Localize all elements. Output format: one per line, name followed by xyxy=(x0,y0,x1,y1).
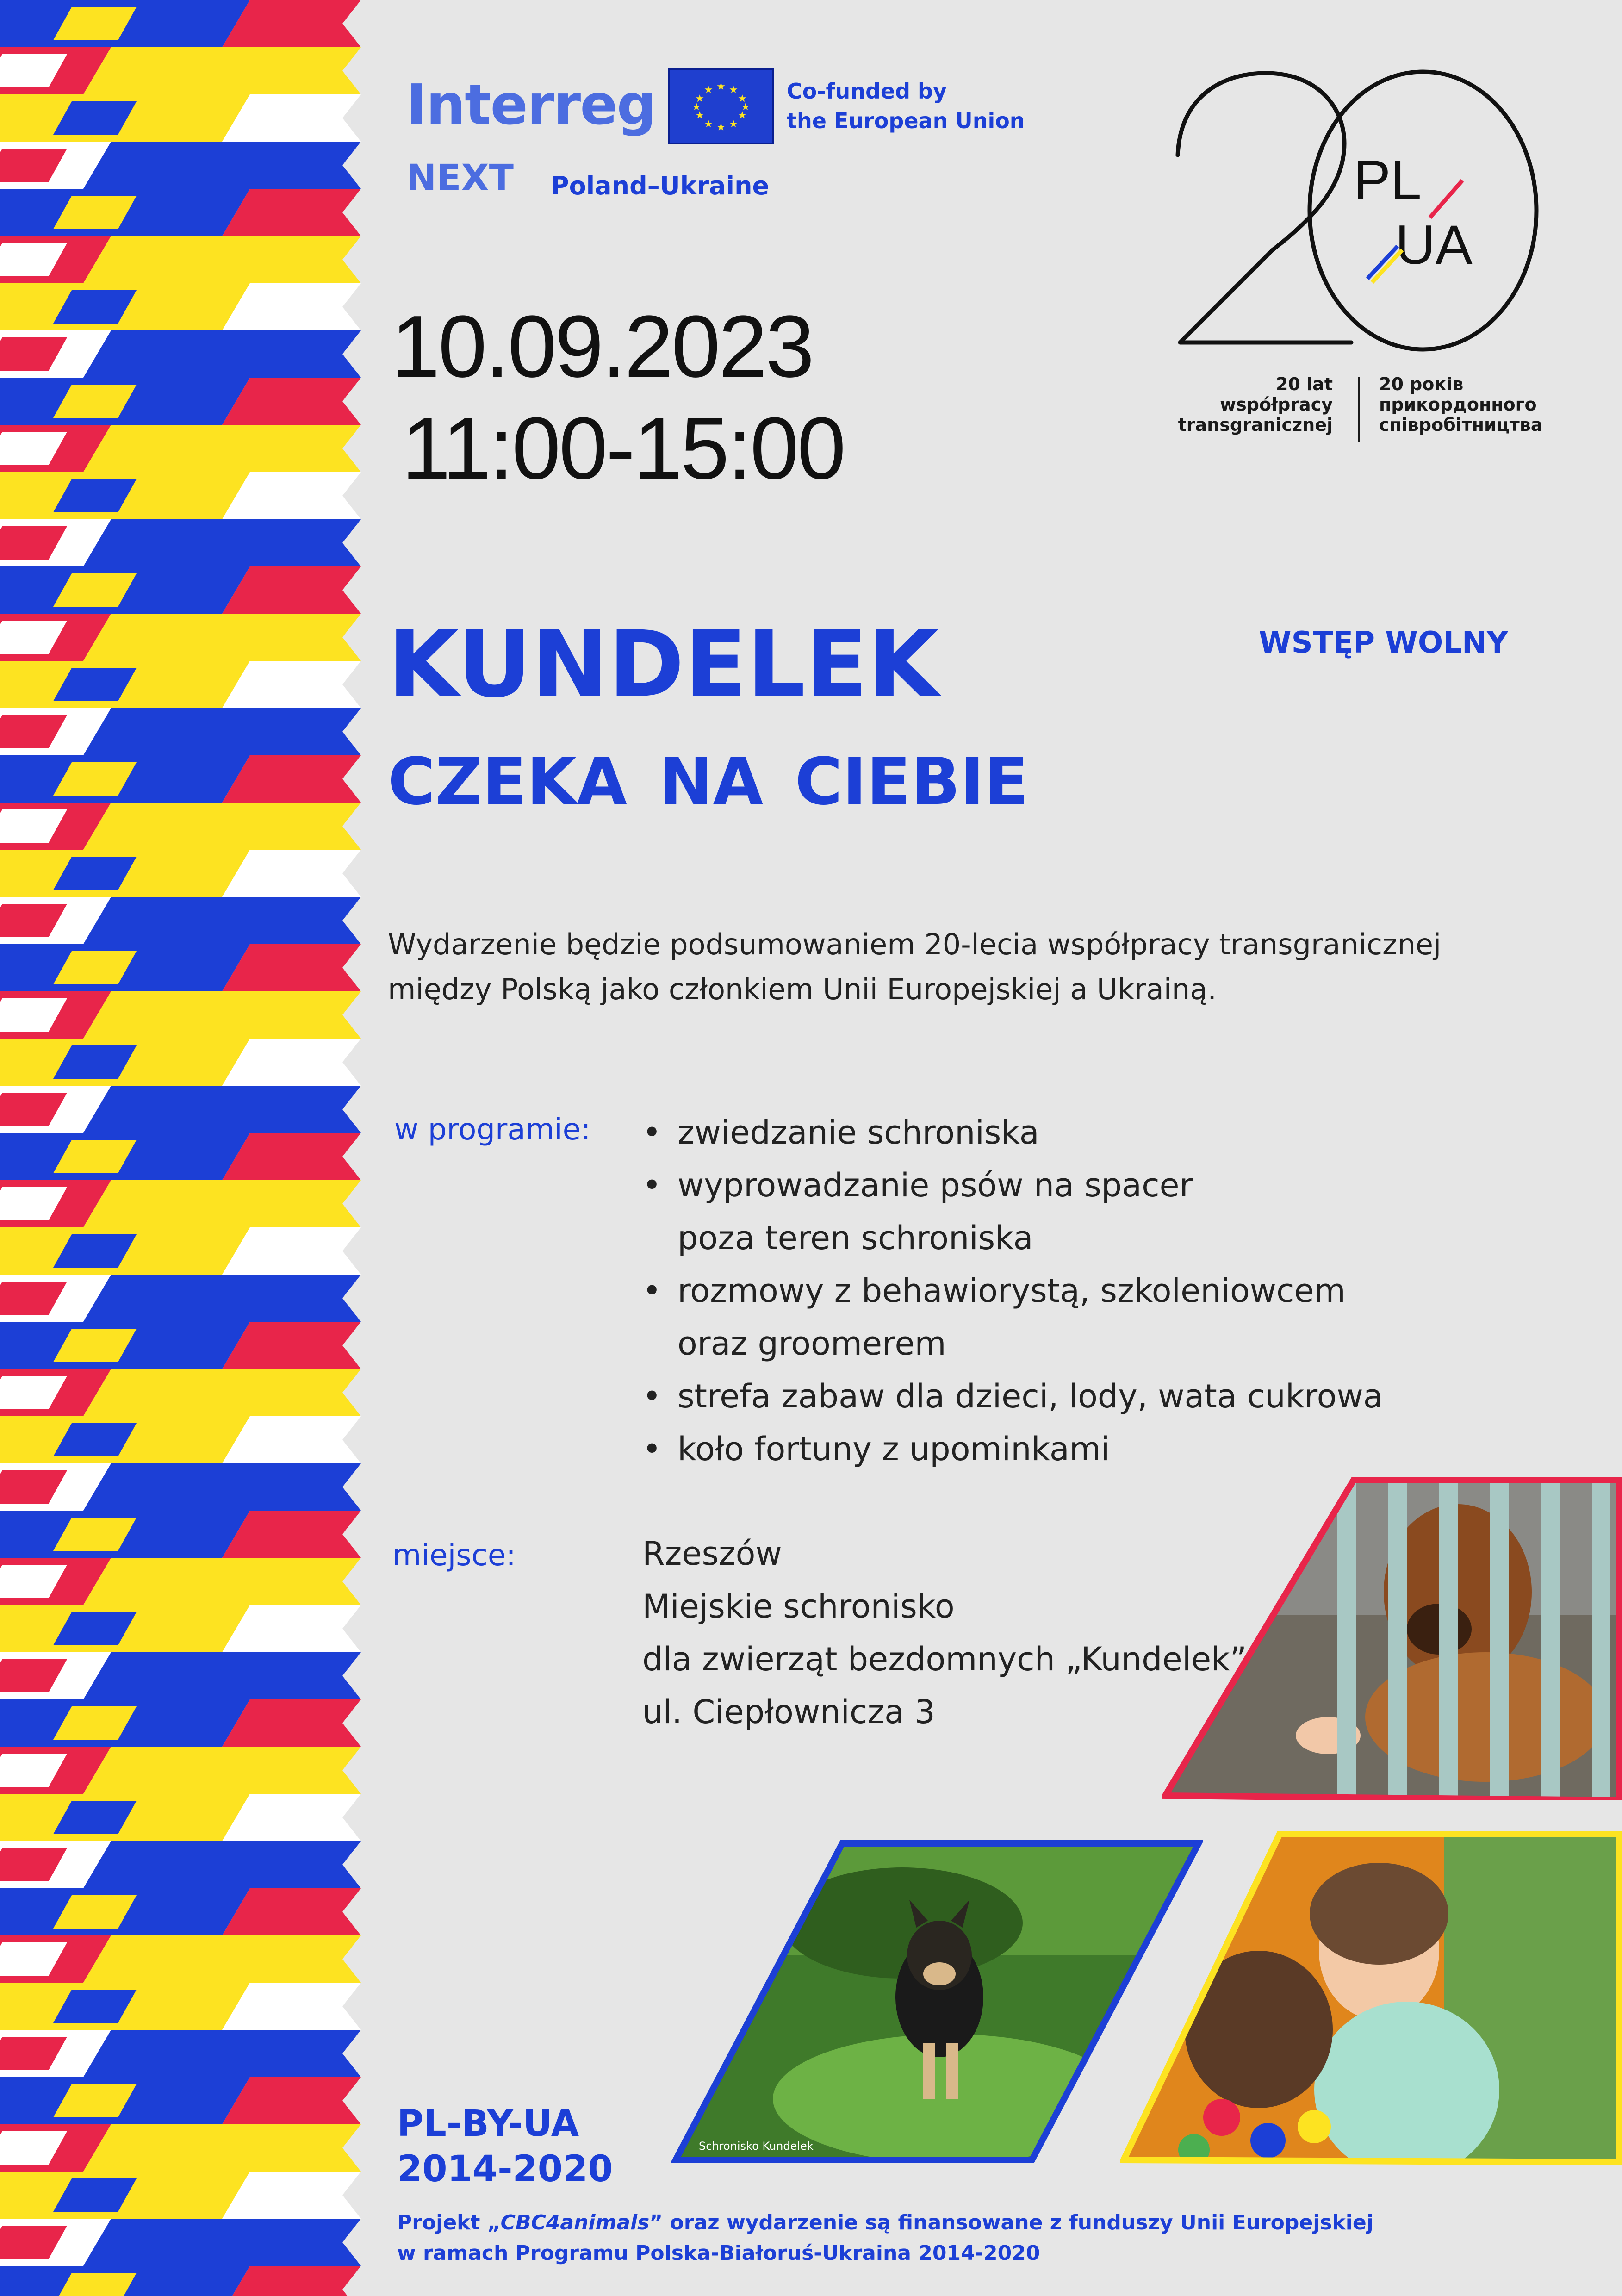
digit-2-outline xyxy=(1178,73,1351,342)
caption-pl-line: współpracy xyxy=(1219,394,1333,415)
svg-text:★: ★ xyxy=(695,93,704,105)
address-line: ul. Ciepłownicza 3 xyxy=(642,1693,935,1731)
program-item xyxy=(642,1159,1383,1264)
program-item-text: oraz groomerem xyxy=(677,1325,946,1363)
program-item-text: poza teren schroniska xyxy=(677,1219,1033,1257)
event-description xyxy=(388,922,1452,1012)
event-date: 10.09.2023 xyxy=(391,298,813,396)
stripe-segment xyxy=(83,2030,361,2077)
address-line: dla zwierząt bezdomnych „Kundelek” xyxy=(642,1640,1247,1678)
program-item-text: rozmowy z behawiorystą, szkoleniowcem xyxy=(677,1272,1346,1310)
svg-text:★: ★ xyxy=(738,110,747,121)
decorative-stripe-pattern xyxy=(0,0,379,2296)
stripe-segment xyxy=(83,142,361,189)
footer-text: Projekt „ xyxy=(397,2211,501,2234)
bullet-icon: • xyxy=(642,1377,662,1415)
stripe-segment xyxy=(83,47,361,94)
svg-text:★: ★ xyxy=(704,84,713,96)
caption-ua-line: співробітництва xyxy=(1379,415,1543,435)
free-admission-label: WSTĘP WOLNY xyxy=(1259,626,1508,660)
stripe-segment xyxy=(83,1558,361,1605)
stripe-segment xyxy=(83,1086,361,1133)
program-item-text: wyprowadzanie psów na spacer xyxy=(677,1166,1193,1204)
svg-text:★: ★ xyxy=(695,110,704,121)
stripe-segment xyxy=(83,330,361,378)
program-item xyxy=(642,1264,1383,1370)
footer-text: ” oraz wydarzenie są finansowane z funduszy Unii Europejskiej xyxy=(649,2211,1373,2234)
anniversary-20-logo xyxy=(1166,65,1550,361)
stripe-segment xyxy=(83,1747,361,1794)
stripe-segment xyxy=(83,236,361,283)
photo-face-painting xyxy=(1120,1830,1622,2166)
description-line: Wydarzenie będzie podsumowaniem 20-lecia współpracy transgranicznej xyxy=(388,927,1442,961)
stripe-segment xyxy=(83,614,361,661)
stripe-segment xyxy=(83,425,361,472)
stripe-segment xyxy=(83,1652,361,1699)
caption-divider xyxy=(1358,377,1360,442)
program-item xyxy=(642,1106,1383,1159)
logo-pl-text: PL xyxy=(1354,149,1422,211)
footer-line: w ramach Programu Polska-Białoruś-Ukraina 2014-2020 xyxy=(397,2241,1040,2265)
svg-text:★: ★ xyxy=(716,81,726,93)
poland-ukraine-text: Poland–Ukraine xyxy=(551,171,770,200)
stripe-segment xyxy=(83,1275,361,1322)
logo-ua-text: UA xyxy=(1395,214,1473,276)
digit-0-outline xyxy=(1310,72,1536,349)
event-title: KUNDELEK xyxy=(388,611,939,718)
cofunded-line2: the European Union xyxy=(787,108,1025,133)
eu-flag-icon xyxy=(668,68,774,144)
stripe-segment xyxy=(83,991,361,1039)
event-time: 11:00-15:00 xyxy=(402,399,845,498)
place-address xyxy=(642,1527,1247,1738)
anniversary-caption-pl xyxy=(1175,374,1333,435)
bullet-icon: • xyxy=(642,1166,662,1204)
interreg-logo-text: Interreg xyxy=(406,73,656,137)
stripe-segment xyxy=(83,1463,361,1511)
program-item-text: koło fortuny z upominkami xyxy=(677,1430,1110,1468)
next-logo-text: NEXT xyxy=(406,157,514,199)
stripe-segment xyxy=(83,1935,361,1983)
program-item xyxy=(642,1423,1383,1475)
bullet-icon: • xyxy=(642,1114,662,1151)
caption-ua-line: 20 років xyxy=(1379,374,1464,394)
funding-footer xyxy=(397,2208,1373,2269)
caption-ua-line: прикордонного xyxy=(1379,394,1537,415)
svg-text:★: ★ xyxy=(729,84,738,96)
caption-pl-line: transgranicznej xyxy=(1178,415,1333,435)
program-item xyxy=(642,1370,1383,1423)
photo-dog-behind-bars xyxy=(1162,1476,1622,1800)
stripe-segment xyxy=(83,2124,361,2172)
badge-line: PL-BY-UA xyxy=(397,2103,579,2145)
footer-line xyxy=(397,2208,1373,2238)
anniversary-caption-ua xyxy=(1379,374,1546,435)
svg-text:★: ★ xyxy=(704,118,713,130)
svg-text:★: ★ xyxy=(716,122,726,133)
bullet-icon: • xyxy=(642,1272,662,1310)
program-item-text: zwiedzanie schroniska xyxy=(677,1114,1039,1151)
svg-text:★: ★ xyxy=(738,93,747,105)
description-line: między Polską jako członkiem Unii Europejskiej a Ukrainą. xyxy=(388,972,1217,1006)
stripe-segment xyxy=(83,2219,361,2266)
stripe-segment xyxy=(83,1369,361,1416)
program-badge xyxy=(397,2101,613,2192)
stripe-segment xyxy=(83,803,361,850)
stripe-segment xyxy=(83,519,361,566)
bullet-icon: • xyxy=(642,1430,662,1468)
event-subtitle: CZEKA NA CIEBIE xyxy=(388,744,1029,820)
program-list xyxy=(642,1106,1383,1475)
address-line: Rzeszów xyxy=(642,1535,782,1573)
logo-red-slash xyxy=(1430,180,1462,218)
project-name: CBC4animals xyxy=(500,2211,650,2234)
badge-line: 2014-2020 xyxy=(397,2148,613,2190)
caption-pl-line: 20 lat xyxy=(1276,374,1333,394)
address-line: Miejskie schronisko xyxy=(642,1587,955,1625)
cofunded-eu-text xyxy=(787,76,1025,136)
cofunded-line1: Co-funded by xyxy=(787,79,947,104)
stripe-segment xyxy=(83,897,361,944)
svg-text:★: ★ xyxy=(692,101,701,113)
stripe-segment xyxy=(83,1180,361,1227)
program-label: w programie: xyxy=(394,1113,591,1147)
svg-text:★: ★ xyxy=(741,101,750,113)
stripe-segment xyxy=(83,1841,361,1888)
photo-caption: Schronisko Kundelek xyxy=(699,2140,814,2153)
program-item-text: strefa zabaw dla dzieci, lody, wata cukrowa xyxy=(677,1377,1383,1415)
place-label: miejsce: xyxy=(392,1538,516,1573)
svg-text:★: ★ xyxy=(729,118,738,130)
stripe-segment xyxy=(83,708,361,755)
